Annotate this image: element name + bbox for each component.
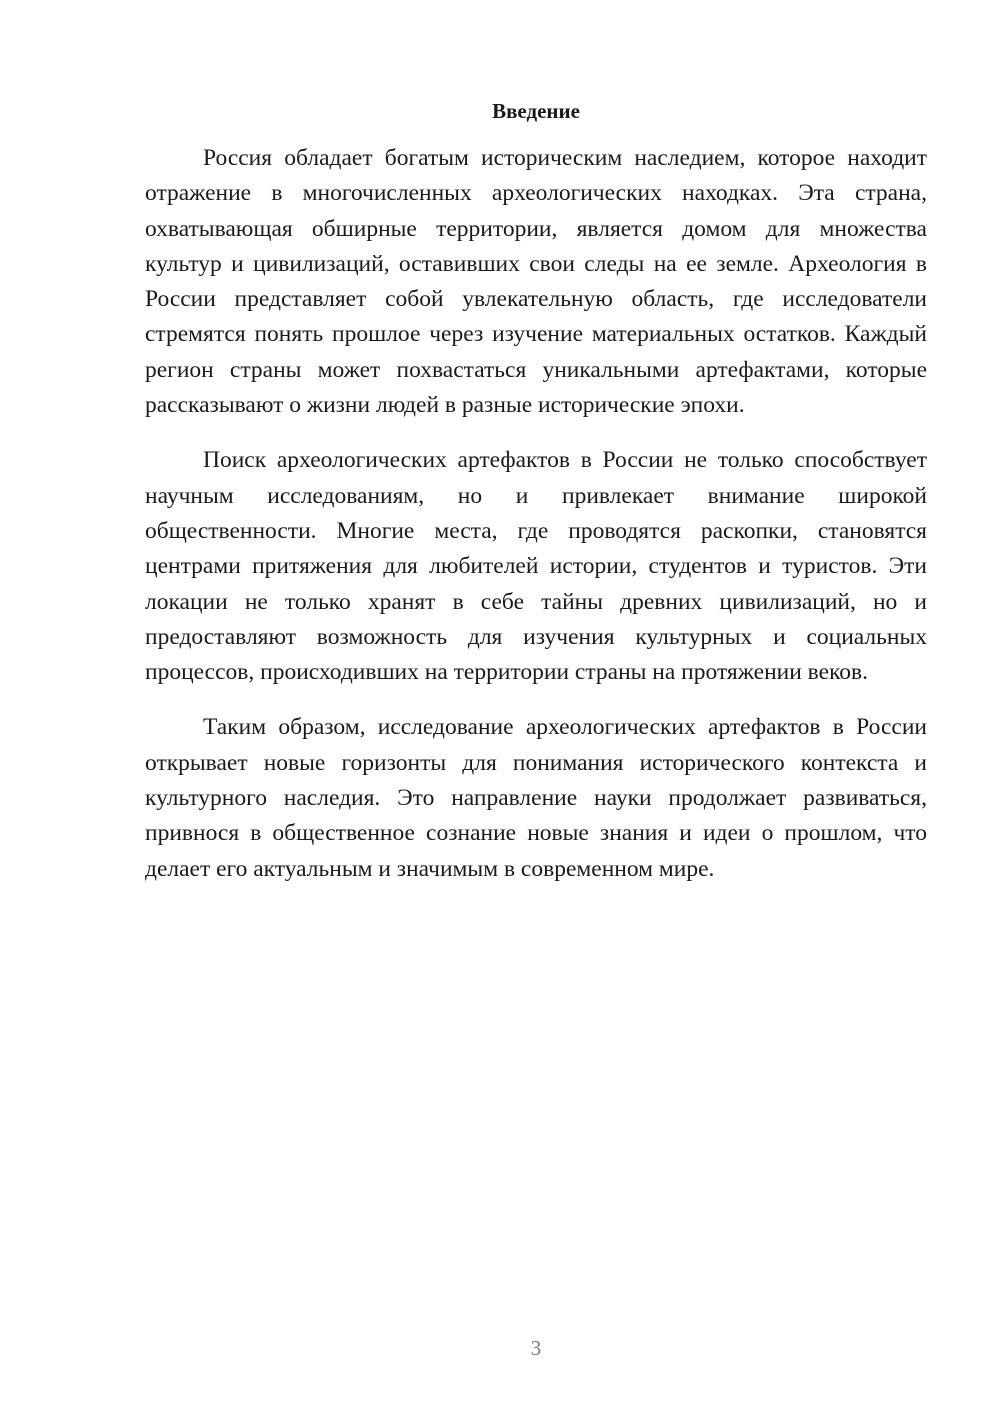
page-number: 3 [530, 1336, 542, 1360]
paragraph: Россия обладает богатым историческим наследием, которое находит отражение в многочисленных археологических находках. Эта страна, охватывающая обширные территории, является домом для множества культур и цивилизаций, оставивших свои следы на ее земле. Археология в России представляет собой увлекательную область, где исследователи стремятся понять прошлое через изучение материальных остатков. Каждый регион страны может похвастаться уникальными артефактами, которые рассказывают о жизни людей в разные исторические эпохи. [145, 145, 927, 419]
paragraph: Таким образом, исследование археологических артефактов в России открывает новые горизонты для понимания исторического контекста и культурного наследия. Это направление науки продолжает развиваться, привнося в общественное сознание новые знания и идеи о прошлом, что делает его актуальным и значимым в современном мире. [145, 714, 927, 882]
section-heading: Введение [492, 99, 580, 123]
paragraph: Поиск археологических артефактов в России не только способствует научным исследованиям, но и привлекает внимание широкой общественности. Многие места, где проводятся раскопки, становятся центрами притяжения для любителей истории, студентов и туристов. Эти локации не только хранят в себе тайны древних цивилизаций, но и предоставляют возможность для изучения культурных и социальных процессов, происходивших на территории страны на протяжении веков. [145, 447, 927, 686]
body-text [145, 141, 927, 907]
